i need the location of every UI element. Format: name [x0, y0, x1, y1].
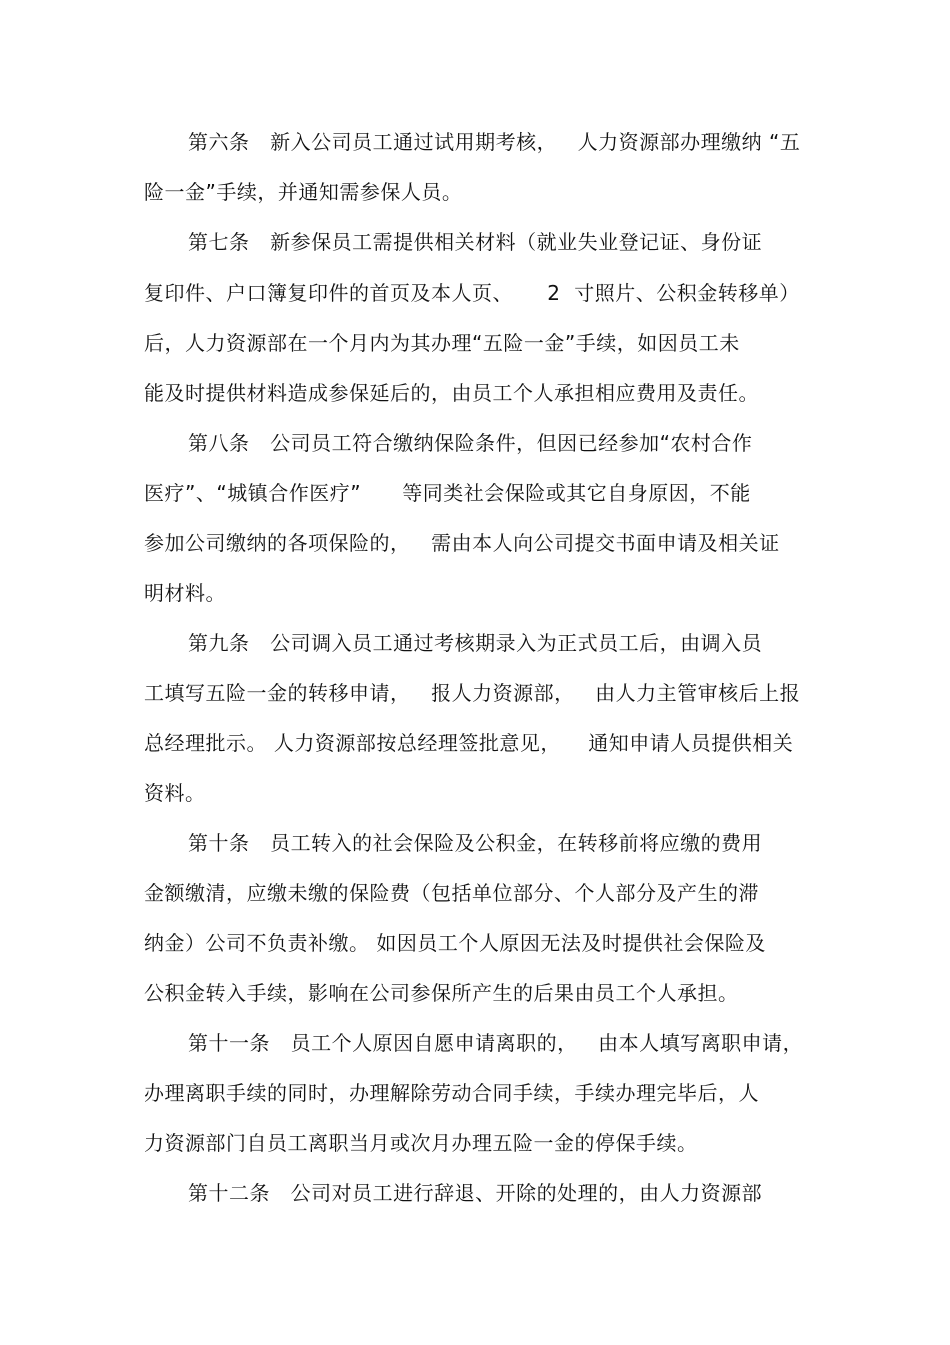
article-12-line-1: 第十二条 公司对员工进行辞退、开除的处理的，由人力资源部: [188, 1181, 763, 1205]
article-8-line-3: 参加公司缴纳的各项保险的， 需由本人向公司提交书面申请及相关证: [144, 531, 780, 555]
article-6-line-1: 第六条 新入公司员工通过试用期考核， 人力资源部办理缴纳 “五: [188, 130, 801, 154]
article-10-line-2: 金额缴清，应缴未缴的保险费（包括单位部分、个人部分及产生的滞: [144, 881, 759, 905]
article-8-line-2: 医疗”、“城镇合作医疗” 等同类社会保险或其它自身原因，不能: [144, 481, 751, 505]
article-7-line-3: 后，人力资源部在一个月内为其办理“五险一金”手续，如因员工未: [144, 331, 740, 355]
article-9-line-2: 工填写五险一金的转移申请， 报人力资源部， 由人力主管审核后上报: [144, 681, 801, 705]
article-11-line-1: 第十一条 员工个人原因自愿申请离职的， 由本人填写离职申请，: [188, 1031, 804, 1055]
article-7-line-1: 第七条 新参保员工需提供相关材料（就业失业登记证、身份证: [188, 230, 763, 254]
article-10-line-3: 纳金）公司不负责补缴。 如因员工个人原因无法及时提供社会保险及: [144, 931, 766, 955]
article-10-line-4: 公积金转入手续，影响在公司参保所产生的后果由员工个人承担。: [144, 981, 739, 1005]
article-7-line-2: 复印件、户口簿复印件的首页及本人页、 2 寸照片、公积金转移单）: [144, 281, 800, 305]
article-9-line-3: 总经理批示。 人力资源部按总经理签批意见， 通知申请人员提供相关: [144, 731, 794, 755]
article-6-line-2: 险一金”手续，并通知需参保人员。: [144, 180, 463, 204]
article-11-line-2: 办理离职手续的同时，办理解除劳动合同手续，手续办理完毕后，人: [144, 1081, 759, 1105]
article-9-line-4: 资料。: [144, 781, 206, 805]
article-11-line-3: 力资源部门自员工离职当月或次月办理五险一金的停保手续。: [144, 1131, 698, 1155]
article-10-line-1: 第十条 员工转入的社会保险及公积金，在转移前将应缴的费用: [188, 831, 763, 855]
article-9-line-1: 第九条 公司调入员工通过考核期录入为正式员工后，由调入员: [188, 631, 763, 655]
article-8-line-4: 明材料。: [144, 581, 226, 605]
article-7-line-4: 能及时提供材料造成参保延后的，由员工个人承担相应费用及责任。: [144, 381, 759, 405]
article-8-line-1: 第八条 公司员工符合缴纳保险条件，但因已经参加“农村合作: [188, 431, 753, 455]
